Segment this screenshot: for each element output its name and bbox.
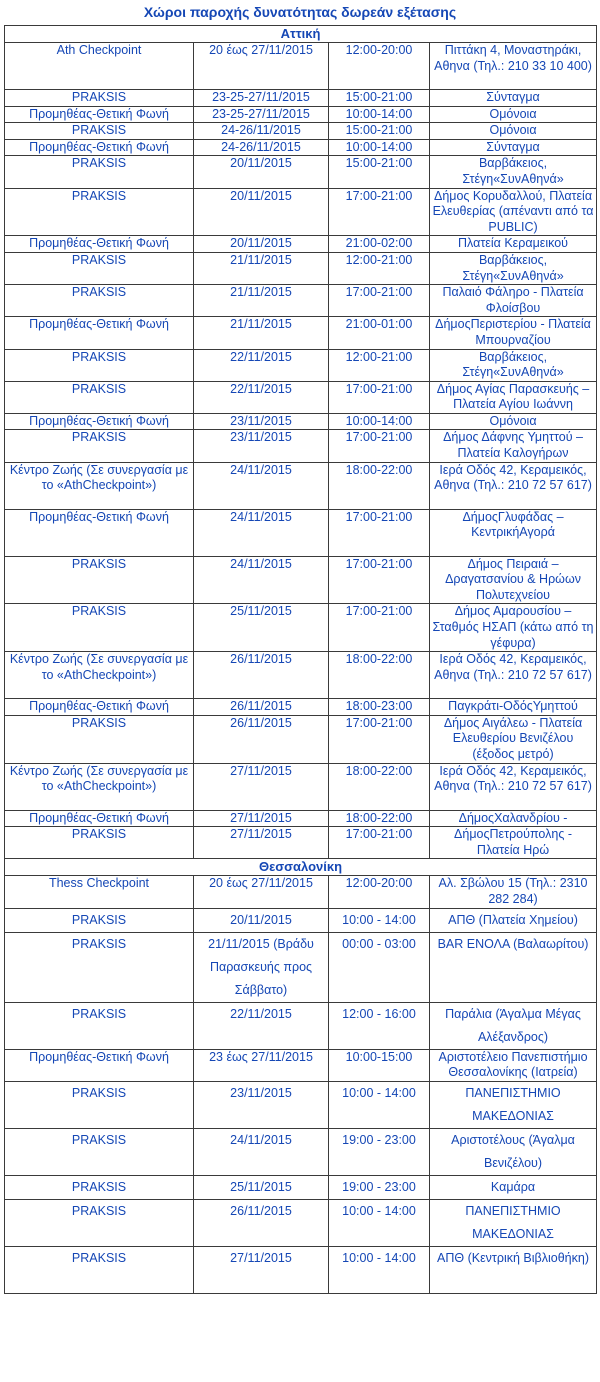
- cell-date: 26/11/2015: [194, 715, 329, 763]
- cell-date: 25/11/2015: [194, 604, 329, 652]
- cell-place: Αλ. Σβώλου 15 (Τηλ.: 2310 282 284): [430, 876, 597, 908]
- cell-org: Προμηθέας-Θετική Φωνή: [5, 139, 194, 156]
- table-row: [5, 1128, 597, 1175]
- cell-date: 20/11/2015: [194, 236, 329, 253]
- table-row: [5, 763, 597, 810]
- table-row: [5, 810, 597, 827]
- cell-time: 10:00-14:00: [329, 413, 430, 430]
- cell-org: PRAKSIS: [5, 1081, 194, 1128]
- cell-date: 21/11/2015: [194, 317, 329, 349]
- table-row: [5, 827, 597, 859]
- cell-time: 17:00-21:00: [329, 188, 430, 236]
- cell-org: PRAKSIS: [5, 604, 194, 652]
- cell-date: 22/11/2015: [194, 1002, 329, 1049]
- cell-org: Προμηθέας-Θετική Φωνή: [5, 509, 194, 556]
- table-row: [5, 106, 597, 123]
- cell-place: Ομόνοια: [430, 123, 597, 140]
- cell-date: 23/11/2015: [194, 430, 329, 462]
- cell-date: 22/11/2015: [194, 349, 329, 381]
- cell-time: 12:00-21:00: [329, 252, 430, 284]
- table-row: [5, 349, 597, 381]
- table-row: [5, 1175, 597, 1199]
- cell-time: 18:00-23:00: [329, 699, 430, 716]
- cell-date: 26/11/2015: [194, 699, 329, 716]
- table-row: [5, 252, 597, 284]
- section-header: Θεσσαλονίκη: [5, 859, 597, 876]
- cell-time: 21:00-02:00: [329, 236, 430, 253]
- cell-place: ΠΑΝΕΠΙΣΤΗΜΙΟ ΜΑΚΕΔΟΝΙΑΣ: [430, 1199, 597, 1246]
- cell-org: PRAKSIS: [5, 285, 194, 317]
- cell-time: 17:00-21:00: [329, 556, 430, 604]
- schedule-table: [4, 25, 597, 1294]
- table-row: [5, 876, 597, 908]
- cell-org: Κέντρο Ζωής (Σε συνεργασία με το «AthCheckpoint»): [5, 652, 194, 699]
- cell-time: 10:00-14:00: [329, 139, 430, 156]
- cell-place: Αριστοτέλειο Πανεπιστήμιο Θεσσαλονίκης (Ιατρεία): [430, 1049, 597, 1081]
- cell-place: Ιερά Οδός 42, Κεραμεικός, Αθηνα (Τηλ.: 210 72 57 617): [430, 763, 597, 810]
- cell-org: Προμηθέας-Θετική Φωνή: [5, 236, 194, 253]
- cell-date: 24/11/2015: [194, 509, 329, 556]
- cell-place: Δήμος Κορυδαλλού, Πλατεία Ελευθερίας (απέναντι από τα PUBLIC): [430, 188, 597, 236]
- cell-time: 17:00-21:00: [329, 430, 430, 462]
- cell-place: Βαρβάκειος, Στέγη«ΣυνΑθηνά»: [430, 349, 597, 381]
- cell-date: 23/11/2015: [194, 413, 329, 430]
- cell-org: Ath Checkpoint: [5, 43, 194, 90]
- cell-time: 10:00-14:00: [329, 106, 430, 123]
- cell-org: Προμηθέας-Θετική Φωνή: [5, 1049, 194, 1081]
- cell-date: 24/11/2015: [194, 556, 329, 604]
- table-row: [5, 604, 597, 652]
- cell-place: Βαρβάκειος, Στέγη«ΣυνΑθηνά»: [430, 156, 597, 188]
- cell-date: 20/11/2015: [194, 908, 329, 932]
- cell-place: Δήμος Αιγάλεω - Πλατεία Ελευθερίου Βενιζέλου (έξοδος μετρό): [430, 715, 597, 763]
- cell-date: 20 έως 27/11/2015: [194, 43, 329, 90]
- cell-org: Προμηθέας-Θετική Φωνή: [5, 699, 194, 716]
- cell-place: ΠΑΝΕΠΙΣΤΗΜΙΟ ΜΑΚΕΔΟΝΙΑΣ: [430, 1081, 597, 1128]
- cell-time: 15:00-21:00: [329, 90, 430, 107]
- cell-time: 10:00 - 14:00: [329, 1081, 430, 1128]
- cell-place: ΔήμοςΓλυφάδας – ΚεντρικήΑγορά: [430, 509, 597, 556]
- cell-time: 17:00-21:00: [329, 715, 430, 763]
- cell-org: PRAKSIS: [5, 1199, 194, 1246]
- cell-time: 17:00-21:00: [329, 604, 430, 652]
- cell-time: 18:00-22:00: [329, 810, 430, 827]
- cell-place: Ιερά Οδός 42, Κεραμεικός, Αθηνα (Τηλ.: 210 72 57 617): [430, 652, 597, 699]
- cell-place: Παγκράτι-ΟδόςΥμηττού: [430, 699, 597, 716]
- cell-time: 10:00 - 14:00: [329, 1246, 430, 1293]
- cell-org: Προμηθέας-Θετική Φωνή: [5, 810, 194, 827]
- cell-place: Σύνταγμα: [430, 139, 597, 156]
- table-row: [5, 430, 597, 462]
- cell-place: Παράλια (Άγαλμα Μέγας Αλέξανδρος): [430, 1002, 597, 1049]
- cell-place: Πλατεία Κεραμεικού: [430, 236, 597, 253]
- cell-time: 12:00 - 16:00: [329, 1002, 430, 1049]
- cell-place: Ομόνοια: [430, 106, 597, 123]
- cell-date: 27/11/2015: [194, 827, 329, 859]
- table-row: [5, 556, 597, 604]
- cell-org: PRAKSIS: [5, 1175, 194, 1199]
- table-row: [5, 381, 597, 413]
- cell-org: PRAKSIS: [5, 827, 194, 859]
- table-row: [5, 1002, 597, 1049]
- table-row: [5, 1049, 597, 1081]
- cell-place: Ομόνοια: [430, 413, 597, 430]
- cell-org: PRAKSIS: [5, 349, 194, 381]
- cell-date: 23-25-27/11/2015: [194, 90, 329, 107]
- cell-org: Thess Checkpoint: [5, 876, 194, 908]
- cell-date: 21/11/2015: [194, 285, 329, 317]
- table-row: [5, 285, 597, 317]
- cell-time: 17:00-21:00: [329, 509, 430, 556]
- section-header-row: [5, 859, 597, 876]
- cell-date: 24/11/2015: [194, 462, 329, 509]
- cell-place: Καμάρα: [430, 1175, 597, 1199]
- cell-place: Σύνταγμα: [430, 90, 597, 107]
- table-row: [5, 188, 597, 236]
- cell-place: BAR ΕΝΟΛΑ (Βαλαωρίτου): [430, 932, 597, 1002]
- cell-org: PRAKSIS: [5, 1128, 194, 1175]
- cell-date: 26/11/2015: [194, 1199, 329, 1246]
- cell-time: 15:00-21:00: [329, 123, 430, 140]
- table-row: [5, 123, 597, 140]
- table-row: [5, 932, 597, 1002]
- cell-date: 20/11/2015: [194, 156, 329, 188]
- cell-org: PRAKSIS: [5, 188, 194, 236]
- cell-date: 20 έως 27/11/2015: [194, 876, 329, 908]
- table-row: [5, 236, 597, 253]
- cell-time: 12:00-20:00: [329, 43, 430, 90]
- table-row: [5, 156, 597, 188]
- cell-place: ΑΠΘ (Κεντρική Βιβλιοθήκη): [430, 1246, 597, 1293]
- table-row: [5, 90, 597, 107]
- cell-date: 21/11/2015: [194, 252, 329, 284]
- cell-date: 20/11/2015: [194, 188, 329, 236]
- cell-place: ΑΠΘ (Πλατεία Χημείου): [430, 908, 597, 932]
- cell-time: 19:00 - 23:00: [329, 1175, 430, 1199]
- table-row: [5, 413, 597, 430]
- table-row: [5, 509, 597, 556]
- cell-place: Αριστοτέλους (Άγαλμα Βενιζέλου): [430, 1128, 597, 1175]
- cell-place: Βαρβάκειος, Στέγη«ΣυνΑθηνά»: [430, 252, 597, 284]
- cell-date: 23-25-27/11/2015: [194, 106, 329, 123]
- cell-time: 12:00-20:00: [329, 876, 430, 908]
- cell-org: PRAKSIS: [5, 90, 194, 107]
- cell-org: Προμηθέας-Θετική Φωνή: [5, 413, 194, 430]
- cell-place: Ιερά Οδός 42, Κεραμεικός, Αθηνα (Τηλ.: 210 72 57 617): [430, 462, 597, 509]
- cell-time: 17:00-21:00: [329, 827, 430, 859]
- cell-time: 21:00-01:00: [329, 317, 430, 349]
- cell-org: PRAKSIS: [5, 932, 194, 1002]
- page-title: Χώροι παροχής δυνατότητας δωρεάν εξέτασης: [143, 4, 457, 20]
- cell-time: 17:00-21:00: [329, 381, 430, 413]
- cell-place: Δήμος Πειραιά – Δραγατσανίου & Ηρώων Πολυτεχνείου: [430, 556, 597, 604]
- cell-time: 15:00-21:00: [329, 156, 430, 188]
- cell-org: PRAKSIS: [5, 1246, 194, 1293]
- cell-org: PRAKSIS: [5, 252, 194, 284]
- table-row: [5, 1081, 597, 1128]
- cell-date: 27/11/2015: [194, 1246, 329, 1293]
- table-row: [5, 652, 597, 699]
- cell-org: PRAKSIS: [5, 430, 194, 462]
- section-header-row: [5, 26, 597, 43]
- cell-date: 23/11/2015: [194, 1081, 329, 1128]
- cell-date: 27/11/2015: [194, 763, 329, 810]
- cell-place: Πιττάκη 4, Μοναστηράκι, Αθηνα (Τηλ.: 210 33 10 400): [430, 43, 597, 90]
- cell-date: 24-26/11/2015: [194, 123, 329, 140]
- table-row: [5, 139, 597, 156]
- cell-date: 25/11/2015: [194, 1175, 329, 1199]
- cell-place: Δήμος Αμαρουσίου – Σταθμός ΗΣΑΠ (κάτω από τη γέφυρα): [430, 604, 597, 652]
- cell-time: 18:00-22:00: [329, 763, 430, 810]
- cell-time: 00:00 - 03:00: [329, 932, 430, 1002]
- cell-place: Δήμος Αγίας Παρασκευής – Πλατεία Αγίου Ιωάννη: [430, 381, 597, 413]
- cell-org: PRAKSIS: [5, 381, 194, 413]
- cell-time: 19:00 - 23:00: [329, 1128, 430, 1175]
- cell-time: 10:00-15:00: [329, 1049, 430, 1081]
- section-header: Αττική: [5, 26, 597, 43]
- cell-org: Κέντρο Ζωής (Σε συνεργασία με το «AthCheckpoint»): [5, 763, 194, 810]
- cell-date: 21/11/2015 (Βράδυ Παρασκευής προς Σάββατο): [194, 932, 329, 1002]
- table-row: [5, 1246, 597, 1293]
- cell-org: PRAKSIS: [5, 715, 194, 763]
- table-row: [5, 715, 597, 763]
- cell-time: 12:00-21:00: [329, 349, 430, 381]
- cell-org: PRAKSIS: [5, 123, 194, 140]
- cell-org: Προμηθέας-Θετική Φωνή: [5, 317, 194, 349]
- cell-org: PRAKSIS: [5, 908, 194, 932]
- cell-org: Κέντρο Ζωής (Σε συνεργασία με το «AthCheckpoint»): [5, 462, 194, 509]
- cell-date: 22/11/2015: [194, 381, 329, 413]
- cell-time: 18:00-22:00: [329, 462, 430, 509]
- table-row: [5, 1199, 597, 1246]
- cell-org: PRAKSIS: [5, 156, 194, 188]
- cell-place: ΔήμοςΠετρούπολης - Πλατεία Ηρώ: [430, 827, 597, 859]
- table-row: [5, 462, 597, 509]
- cell-org: Προμηθέας-Θετική Φωνή: [5, 106, 194, 123]
- cell-date: 24-26/11/2015: [194, 139, 329, 156]
- cell-date: 23 έως 27/11/2015: [194, 1049, 329, 1081]
- cell-place: Παλαιό Φάληρο - Πλατεία Φλοίσβου: [430, 285, 597, 317]
- table-row: [5, 317, 597, 349]
- cell-time: 10:00 - 14:00: [329, 1199, 430, 1246]
- table-row: [5, 43, 597, 90]
- cell-place: Δήμος Δάφνης Υμηττού – Πλατεία Καλογήρων: [430, 430, 597, 462]
- cell-date: 26/11/2015: [194, 652, 329, 699]
- cell-place: ΔήμοςΠεριστερίου - Πλατεία Μπουρναζίου: [430, 317, 597, 349]
- cell-time: 10:00 - 14:00: [329, 908, 430, 932]
- cell-date: 27/11/2015: [194, 810, 329, 827]
- cell-time: 17:00-21:00: [329, 285, 430, 317]
- table-row: [5, 908, 597, 932]
- cell-place: ΔήμοςΧαλανδρίου -: [430, 810, 597, 827]
- cell-time: 18:00-22:00: [329, 652, 430, 699]
- cell-org: PRAKSIS: [5, 1002, 194, 1049]
- cell-date: 24/11/2015: [194, 1128, 329, 1175]
- cell-org: PRAKSIS: [5, 556, 194, 604]
- table-row: [5, 699, 597, 716]
